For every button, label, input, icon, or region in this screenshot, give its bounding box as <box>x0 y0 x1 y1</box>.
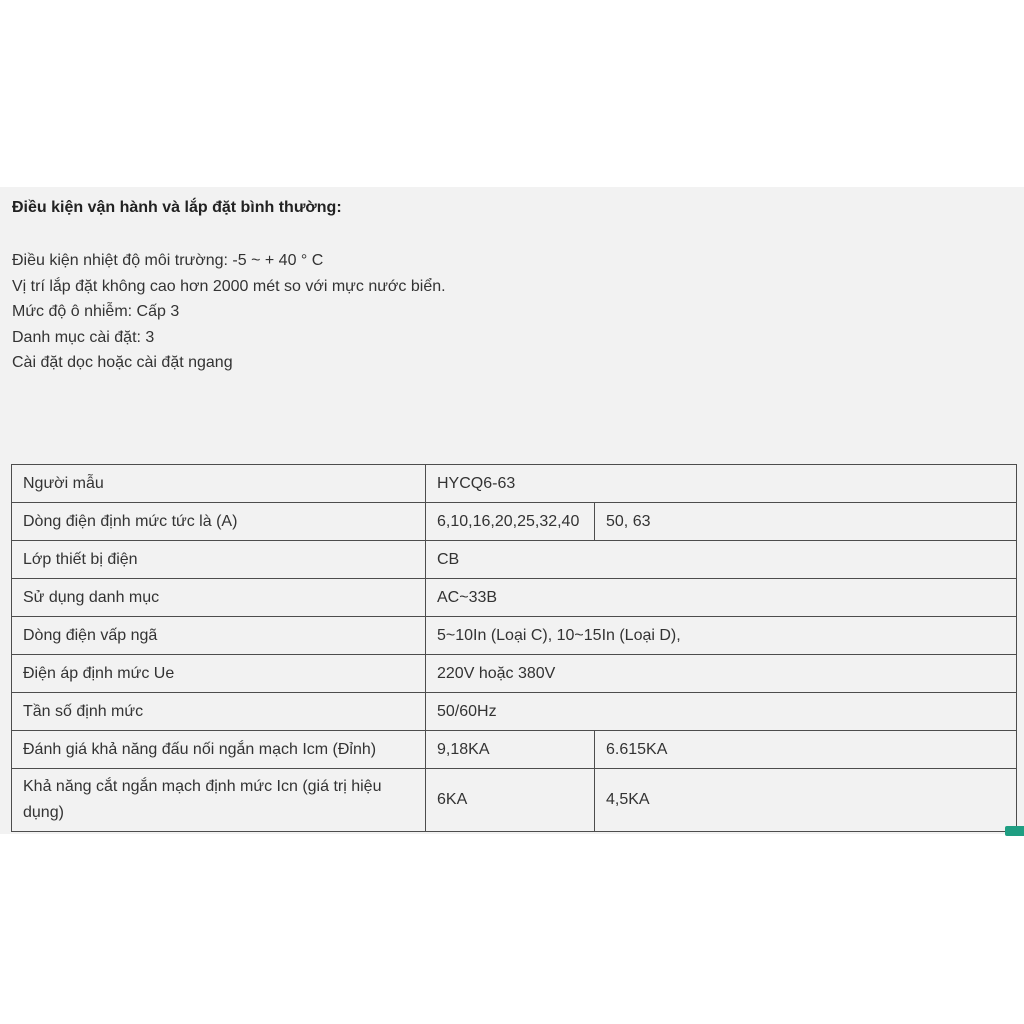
row-label-device-class: Lớp thiết bị điện <box>12 541 426 579</box>
row-label-rated-frequency: Tần số định mức <box>12 693 426 731</box>
table-row <box>12 617 1017 655</box>
row-value-rated-current-1: 6,10,16,20,25,32,40 <box>426 503 595 541</box>
row-value-making-capacity-1: 9,18KA <box>426 731 595 769</box>
table-row <box>12 655 1017 693</box>
table-row <box>12 731 1017 769</box>
condition-temperature: Điều kiện nhiệt độ môi trường: -5 ~ + 40 ° C <box>12 252 324 269</box>
table-row <box>12 693 1017 731</box>
row-label-tripping-current: Dòng điện vấp ngã <box>12 617 426 655</box>
row-value-rated-current-2: 50, 63 <box>595 503 1017 541</box>
row-value-utilization-category: AC~33B <box>426 579 1017 617</box>
row-value-device-class: CB <box>426 541 1017 579</box>
row-label-rated-current: Dòng điện định mức tức là (A) <box>12 503 426 541</box>
table-row <box>12 541 1017 579</box>
row-label-model: Người mẫu <box>12 465 426 503</box>
condition-installation-category: Danh mục cài đặt: 3 <box>12 328 155 346</box>
row-label-rated-voltage: Điện áp định mức Ue <box>12 655 426 693</box>
table-row <box>12 769 1017 832</box>
row-value-making-capacity-2: 6.615KA <box>595 731 1017 769</box>
row-value-breaking-capacity-1: 6KA <box>426 769 595 832</box>
section-heading: Điều kiện vận hành và lắp đặt bình thường: <box>12 199 342 216</box>
row-value-rated-voltage: 220V hoặc 380V <box>426 655 1017 693</box>
table-row <box>12 579 1017 617</box>
spec-table <box>11 464 1017 832</box>
condition-pollution: Mức độ ô nhiễm: Cấp 3 <box>12 303 180 321</box>
table-row <box>12 503 1017 541</box>
table-row <box>12 465 1017 503</box>
condition-altitude: Vị trí lắp đặt không cao hơn 2000 mét so với mực nước biển. <box>12 277 446 295</box>
scroll-to-top-tab[interactable] <box>1005 826 1024 836</box>
row-value-tripping-current: 5~10In (Loại C), 10~15In (Loại D), <box>426 617 1017 655</box>
row-value-model: HYCQ6-63 <box>426 465 1017 503</box>
row-label-utilization-category: Sử dụng danh mục <box>12 579 426 617</box>
row-value-breaking-capacity-2: 4,5KA <box>595 769 1017 832</box>
row-label-making-capacity: Đánh giá khả năng đấu nối ngắn mạch Icm (Đỉnh) <box>12 731 426 769</box>
condition-mounting: Cài đặt dọc hoặc cài đặt ngang <box>12 354 233 372</box>
row-value-rated-frequency: 50/60Hz <box>426 693 1017 731</box>
operating-conditions-list <box>12 248 446 376</box>
row-label-breaking-capacity: Khả năng cắt ngắn mạch định mức Icn (giá trị hiệu dụng) <box>12 769 426 832</box>
